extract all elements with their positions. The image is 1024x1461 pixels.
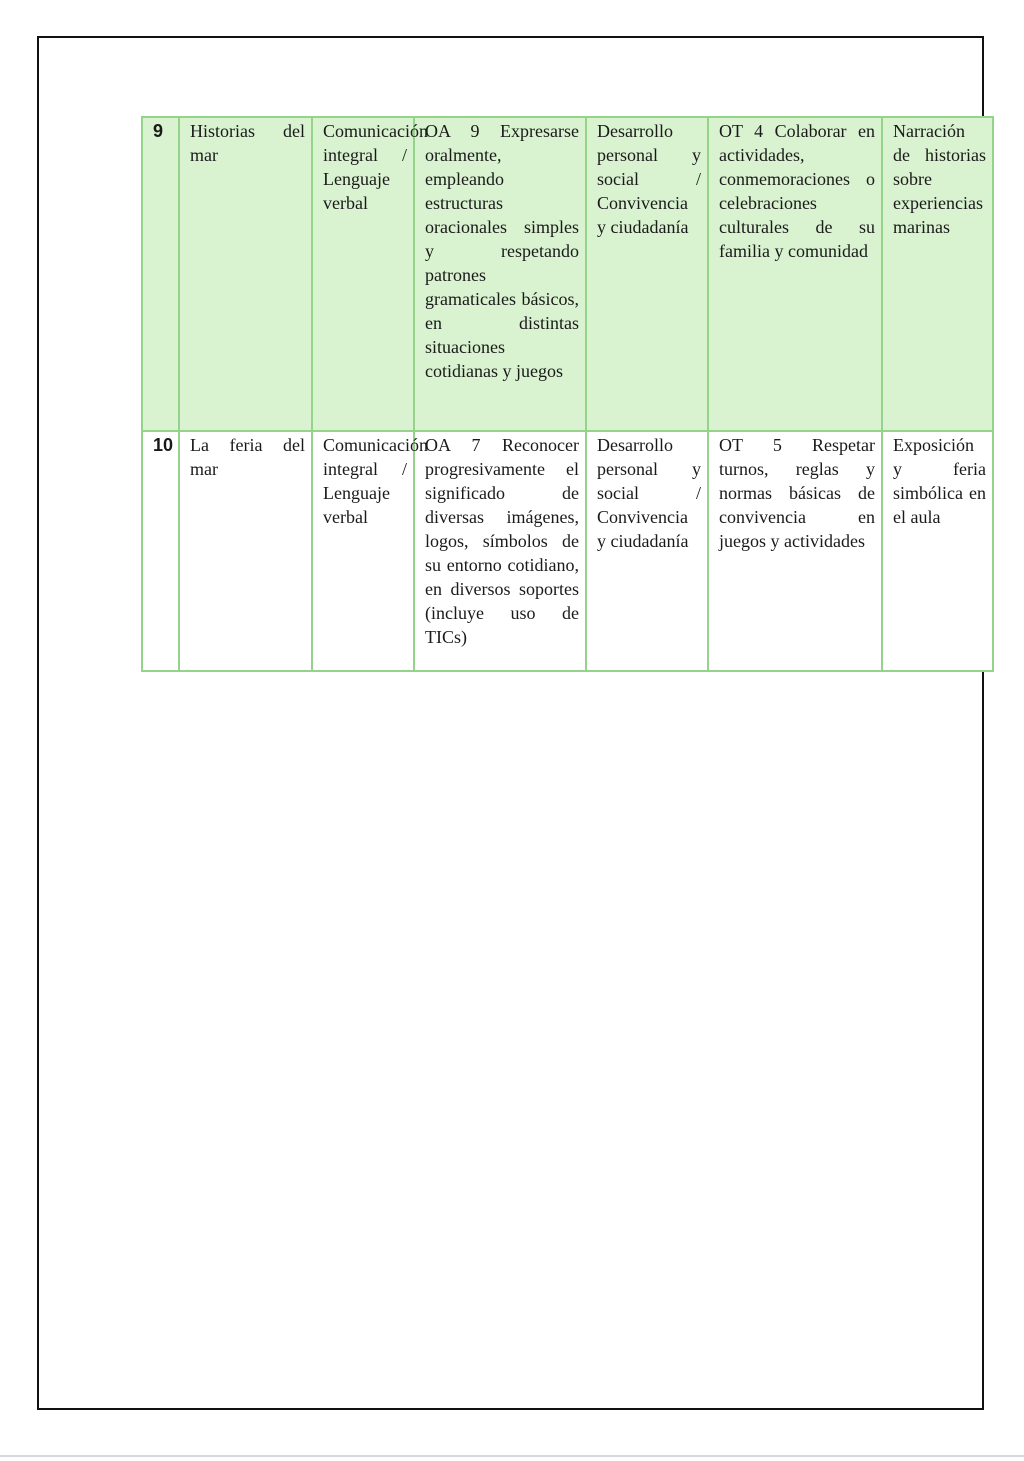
learning-objective-cell: OA 9 Expresarse oralmente, empleando estructuras oracionales simples y respetando patrones gramaticales básicos, en distintas situaciones cotidianas y juegos (414, 117, 586, 431)
planning-table (141, 116, 994, 672)
ambito-cell: Comunicación integral / Lenguaje verbal (312, 117, 414, 431)
activity-cell: Exposición y feria simbólica en el aula (882, 431, 993, 671)
nucleo-cell: Desarrollo personal y social / Convivencia y ciudadanía (586, 117, 708, 431)
session-title-cell: Historias del mar (179, 117, 312, 431)
session-title-cell: La feria del mar (179, 431, 312, 671)
table-row (142, 431, 993, 671)
activity-cell: Narración de historias sobre experiencias marinas (882, 117, 993, 431)
learning-objective-cell: OA 7 Reconocer progresivamente el significado de diversas imágenes, logos, símbolos de su entorno cotidiano, en diversos soportes (incluye uso de TICs) (414, 431, 586, 671)
bottom-divider (0, 1455, 1024, 1457)
table-row (142, 117, 993, 431)
ambito-cell: Comunicación integral / Lenguaje verbal (312, 431, 414, 671)
nucleo-cell: Desarrollo personal y social / Convivencia y ciudadanía (586, 431, 708, 671)
session-number-cell: 10 (142, 431, 179, 671)
session-number-cell: 9 (142, 117, 179, 431)
transversal-objective-cell: OT 4 Colaborar en actividades, conmemoraciones o celebraciones culturales de su familia y comunidad (708, 117, 882, 431)
transversal-objective-cell: OT 5 Respetar turnos, reglas y normas básicas de convivencia en juegos y actividades (708, 431, 882, 671)
